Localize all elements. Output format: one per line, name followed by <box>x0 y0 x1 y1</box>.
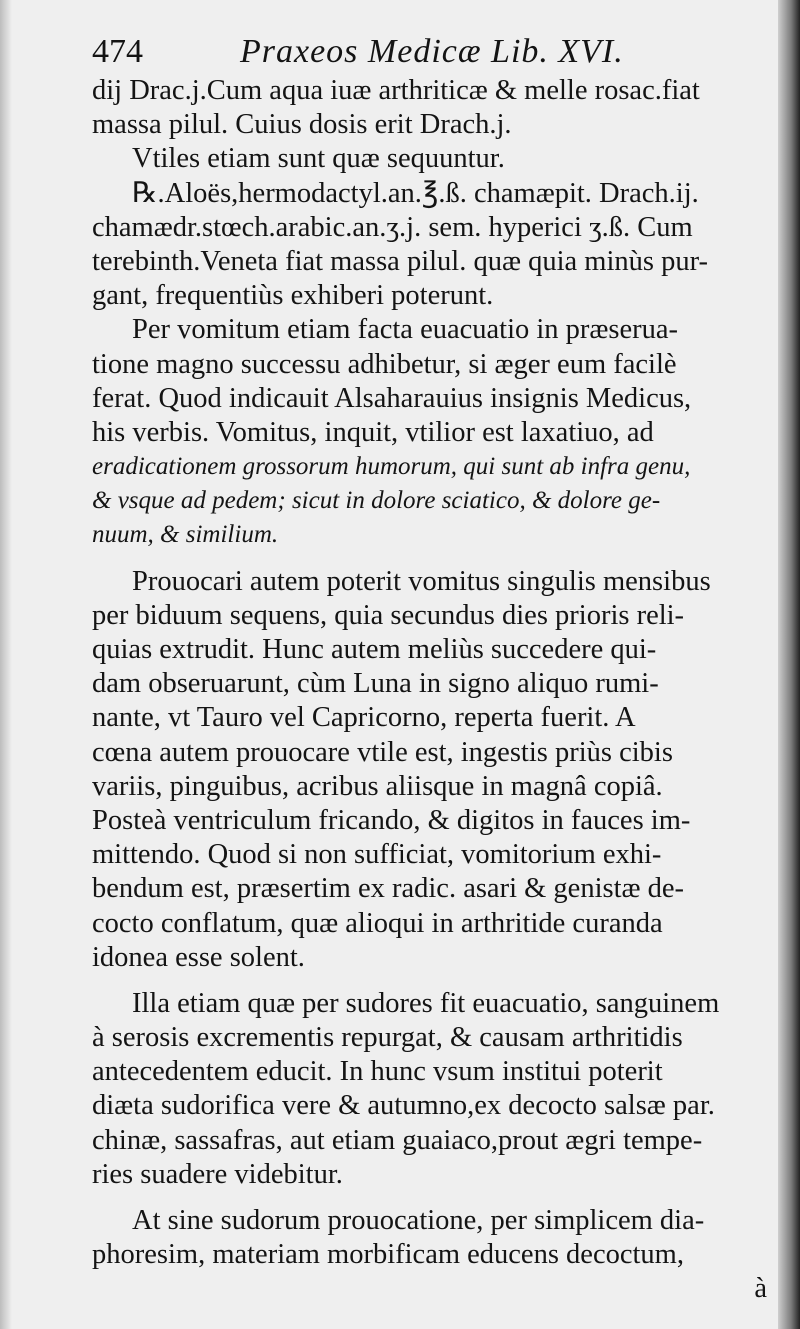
text-line: At sine sudorum prouocatione, per simplicem dia- <box>132 1205 705 1236</box>
text-line: quias extrudit. Hunc autem meliùs succedere qui- <box>92 634 657 665</box>
recipe-paragraph <box>92 177 767 314</box>
quotation-line: eradicationem grossorum humorum, qui sunt ab infra genu, <box>92 453 691 481</box>
paragraph <box>92 1204 767 1272</box>
paragraph <box>92 987 767 1192</box>
text-line: his verbis. Vomitus, inquit, vtilior est laxatiuo, ad <box>92 416 654 448</box>
catchword: à <box>754 1273 767 1305</box>
quotation-line: nuum, & similium. <box>92 521 279 549</box>
text-line: dam obseruarunt, cùm Luna in signo aliquo rumi- <box>92 668 659 700</box>
text-line: nante, vt Tauro vel Capricorno, reperta fuerit. A <box>92 702 636 734</box>
text-line: idonea esse solent. <box>92 941 305 973</box>
page-content <box>92 30 767 1307</box>
book-spine-shadow <box>778 0 800 1329</box>
text-line: dij Drac.j.Cum aqua iuæ arthriticæ & melle rosac.fiat <box>92 75 700 106</box>
page-left-edge <box>0 0 12 1329</box>
quotation-line: & vsque ad pedem; sicut in dolore sciatico, & dolore ge- <box>92 487 661 515</box>
text-line: cocto conflatum, quæ alioqui in arthritide curanda <box>92 907 663 939</box>
text-line: Illa etiam quæ per sudores fit euacuatio, sanguinem <box>132 987 720 1019</box>
text-line: tione magno successu adhibetur, si æger eum facilè <box>92 348 677 380</box>
paragraph <box>92 142 767 176</box>
text-line: antecedentem educit. In hunc vsum institui poterit <box>92 1056 663 1088</box>
text-line: Per vomitum etiam facta euacuatio in præserua- <box>132 314 679 346</box>
text-line: cœna autem prouocare vtile est, ingestis priùs cibis <box>92 736 673 768</box>
text-line: ℞.Aloës,hermodactyl.an.℥.ß. chamæpit. Drach.ij. <box>132 177 699 209</box>
text-line: à serosis excrementis repurgat, & causam arthritidis <box>92 1022 683 1054</box>
text-line: massa pilul. Cuius dosis erit Drach.j. <box>92 109 512 141</box>
text-line: phoresim, materiam morbificam educens decoctum, <box>92 1239 684 1271</box>
text-line: Vtiles etiam sunt quæ sequuntur. <box>132 143 505 175</box>
running-head: Praxeos Medicæ Lib. XVI. <box>240 33 624 70</box>
text-line: chinæ, sassafras, aut etiam guaiaco,prout ægri tempe- <box>92 1124 703 1156</box>
text-line: ferat. Quod indicauit Alsaharauius insignis Medicus, <box>92 382 692 414</box>
paragraph <box>92 565 767 975</box>
text-line: bendum est, præsertim ex radic. asari & genistæ de- <box>92 873 685 905</box>
text-line: mittendo. Quod si non sufficiat, vomitorium exhi- <box>92 839 662 871</box>
text-line: Prouocari autem poterit vomitus singulis mensibus <box>132 565 711 597</box>
page-header <box>92 30 767 74</box>
paragraph <box>92 74 767 142</box>
text-line: per biduum sequens, quia secundus dies prioris reli- <box>92 599 685 631</box>
text-line: diæta sudorifica vere & autumno,ex decocto salsæ par. <box>92 1090 715 1122</box>
text-line: Posteà ventriculum fricando, & digitos in fauces im- <box>92 804 691 836</box>
paragraph <box>92 313 767 552</box>
text-line: chamædr.stœch.arabic.an.ʒ.j. sem. hyperici ʒ.ß. Cum <box>92 211 693 243</box>
page-number: 474 <box>92 33 143 70</box>
text-line: terebinth.Veneta fiat massa pilul. quæ quia minùs pur- <box>92 245 709 277</box>
text-line: variis, pinguibus, acribus aliisque in magnâ copiâ. <box>92 770 663 802</box>
text-line: ries suadere videbitur. <box>92 1158 343 1190</box>
text-line: gant, frequentiùs exhiberi poterunt. <box>92 280 494 312</box>
